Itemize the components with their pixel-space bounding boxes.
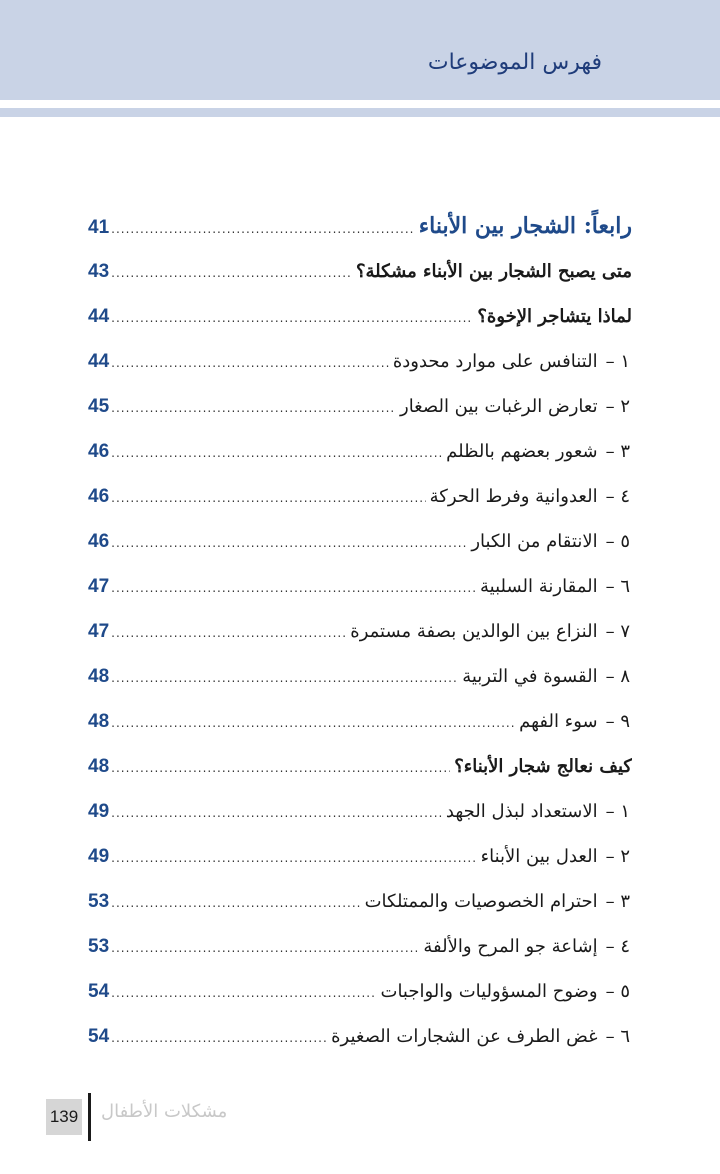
toc-entry-label: وضوح المسؤوليات والواجبات xyxy=(380,981,598,1002)
dot-leader xyxy=(111,881,360,924)
toc-entry-item[interactable] xyxy=(88,564,632,609)
dot-leader xyxy=(111,251,352,294)
toc-entry-number: ٤ – xyxy=(605,486,630,507)
dot-leader xyxy=(111,207,415,249)
toc-page-number: 49 xyxy=(88,801,110,822)
dot-leader xyxy=(111,566,476,609)
toc-entry-item[interactable] xyxy=(88,879,632,924)
toc-entry-title xyxy=(450,744,632,789)
dot-leader xyxy=(111,746,450,789)
toc-entry-title xyxy=(442,429,632,474)
toc-page-number: 48 xyxy=(88,711,110,732)
toc-entry-item[interactable] xyxy=(88,654,632,699)
toc-page-number: 49 xyxy=(88,846,110,867)
toc-entry-title xyxy=(458,654,632,699)
toc-entry-label: المقارنة السلبية xyxy=(480,576,598,597)
dot-leader xyxy=(111,1016,327,1059)
toc-page-number: 53 xyxy=(88,936,110,957)
dot-leader xyxy=(111,296,473,339)
dot-leader xyxy=(111,836,477,879)
toc-entry-item[interactable] xyxy=(88,429,632,474)
table-of-contents xyxy=(88,204,632,1059)
toc-page-number: 46 xyxy=(88,531,110,552)
dot-leader xyxy=(111,971,376,1014)
toc-entry-number: ٩ – xyxy=(605,711,630,732)
toc-entry-label: كيف نعالج شجار الأبناء؟ xyxy=(454,756,632,777)
dot-leader xyxy=(111,701,515,744)
toc-entry-title xyxy=(389,339,632,384)
dot-leader xyxy=(111,341,389,384)
toc-entry-number: ١ – xyxy=(605,351,630,372)
toc-entry-item[interactable] xyxy=(88,1014,632,1059)
toc-entry-title xyxy=(415,204,632,249)
toc-entry-number: ٨ – xyxy=(605,666,630,687)
dot-leader xyxy=(111,431,442,474)
toc-entry-item[interactable] xyxy=(88,969,632,1014)
toc-page-number: 54 xyxy=(88,981,110,1002)
toc-entry-item[interactable] xyxy=(88,474,632,519)
toc-entry-title xyxy=(352,249,632,294)
toc-entry-title xyxy=(419,924,632,969)
toc-entry-label: شعور بعضهم بالظلم xyxy=(446,441,598,462)
dot-leader xyxy=(111,791,442,834)
toc-entry-label: القسوة في التربية xyxy=(462,666,598,687)
toc-entry-label: تعارض الرغبات بين الصغار xyxy=(400,396,598,417)
header-divider-blue xyxy=(0,108,720,117)
toc-page-number: 47 xyxy=(88,621,110,642)
toc-entry-number: ٥ – xyxy=(605,981,630,1002)
toc-entry-item[interactable] xyxy=(88,924,632,969)
toc-entry-section[interactable] xyxy=(88,744,632,789)
dot-leader xyxy=(111,521,467,564)
toc-entry-label: التنافس على موارد محدودة xyxy=(392,351,598,372)
toc-entry-title xyxy=(476,564,632,609)
header-divider-white xyxy=(0,100,720,108)
toc-entry-number: ١ – xyxy=(605,801,630,822)
toc-entry-title xyxy=(361,879,632,924)
toc-entry-title xyxy=(346,609,632,654)
toc-entry-label: العدل بين الأبناء xyxy=(480,846,598,867)
toc-page-number: 46 xyxy=(88,441,110,462)
toc-page-number: 47 xyxy=(88,576,110,597)
toc-entry-section[interactable] xyxy=(88,294,632,339)
toc-entry-number: ٢ – xyxy=(605,846,630,867)
toc-entry-label: النزاع بين الوالدين بصفة مستمرة xyxy=(350,621,598,642)
book-title: مشكلات الأطفال xyxy=(101,1101,228,1122)
toc-entry-item[interactable] xyxy=(88,699,632,744)
toc-page-number: 44 xyxy=(88,306,110,327)
toc-entry-title xyxy=(426,474,632,519)
toc-entry-label: رابعاً: الشجار بين الأبناء xyxy=(418,213,632,239)
toc-page-number: 43 xyxy=(88,261,110,282)
footer-divider xyxy=(88,1093,91,1141)
dot-leader xyxy=(111,386,396,429)
header-band xyxy=(0,0,720,100)
toc-entry-section[interactable] xyxy=(88,249,632,294)
toc-page-number: 46 xyxy=(88,486,110,507)
toc-entry-title xyxy=(442,789,632,834)
dot-leader xyxy=(111,611,346,654)
toc-entry-label: متى يصبح الشجار بين الأبناء مشكلة؟ xyxy=(355,261,632,282)
dot-leader xyxy=(111,656,458,699)
toc-entry-title xyxy=(473,294,632,339)
toc-entry-number: ٦ – xyxy=(605,576,630,597)
toc-entry-chapter[interactable] xyxy=(88,204,632,249)
toc-entry-label: الاستعداد لبذل الجهد xyxy=(445,801,598,822)
toc-entry-number: ٢ – xyxy=(605,396,630,417)
toc-entry-item[interactable] xyxy=(88,339,632,384)
toc-page-number: 44 xyxy=(88,351,110,372)
toc-entry-label: إشاعة جو المرح والألفة xyxy=(423,936,598,957)
toc-page-number: 54 xyxy=(88,1026,110,1047)
toc-entry-title xyxy=(515,699,632,744)
toc-entry-label: سوء الفهم xyxy=(519,711,598,732)
toc-entry-label: احترام الخصوصيات والممتلكات xyxy=(364,891,598,912)
toc-entry-number: ٧ – xyxy=(605,621,630,642)
toc-entry-label: العدوانية وفرط الحركة xyxy=(429,486,598,507)
toc-entry-label: لماذا يتشاجر الإخوة؟ xyxy=(477,306,632,327)
toc-entry-item[interactable] xyxy=(88,519,632,564)
toc-page-number: 45 xyxy=(88,396,110,417)
toc-entry-title xyxy=(327,1014,632,1059)
dot-leader xyxy=(111,926,419,969)
toc-entry-item[interactable] xyxy=(88,384,632,429)
toc-entry-title xyxy=(377,969,633,1014)
toc-entry-item[interactable] xyxy=(88,609,632,654)
toc-entry-number: ٥ – xyxy=(605,531,630,552)
page-number: 139 xyxy=(46,1099,82,1135)
toc-entry-number: ٣ – xyxy=(605,891,630,912)
toc-entry-number: ٣ – xyxy=(605,441,630,462)
dot-leader xyxy=(111,476,425,519)
toc-entry-title xyxy=(396,384,632,429)
toc-entry-title xyxy=(467,519,632,564)
toc-page-number: 41 xyxy=(88,217,110,238)
toc-entry-number: ٦ – xyxy=(605,1026,630,1047)
toc-entry-title xyxy=(477,834,632,879)
toc-entry-label: الانتقام من الكبار xyxy=(471,531,598,552)
toc-entry-item[interactable] xyxy=(88,834,632,879)
toc-page-number: 53 xyxy=(88,891,110,912)
toc-entry-item[interactable] xyxy=(88,789,632,834)
toc-entry-label: غض الطرف عن الشجارات الصغيرة xyxy=(331,1026,598,1047)
toc-page-number: 48 xyxy=(88,666,110,687)
toc-page-number: 48 xyxy=(88,756,110,777)
toc-entry-number: ٤ – xyxy=(605,936,630,957)
page-title: فهرس الموضوعات xyxy=(427,50,602,75)
